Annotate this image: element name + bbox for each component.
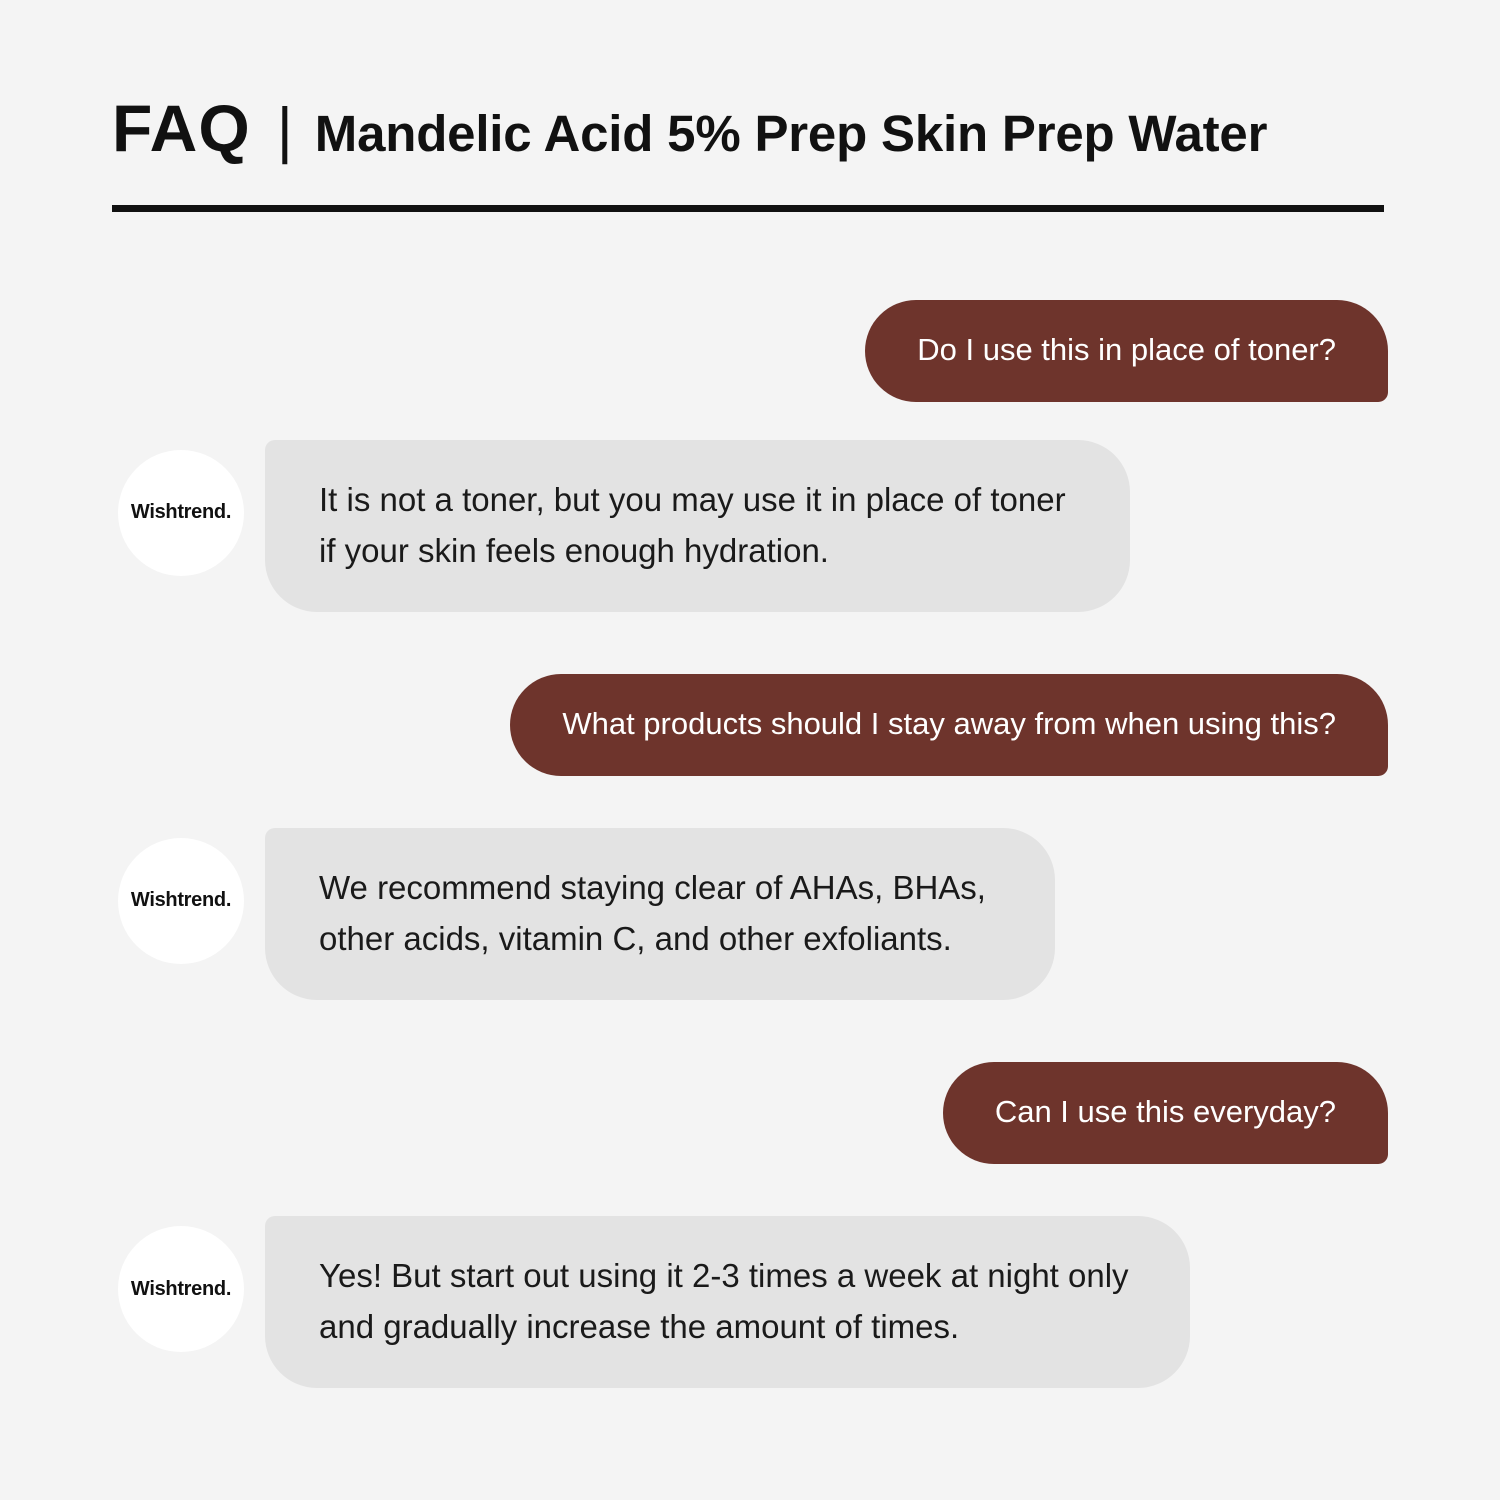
answer-row (0, 828, 1500, 1000)
question-bubble: Can I use this everyday? (943, 1062, 1388, 1164)
page-header (112, 91, 1390, 165)
question-row (0, 300, 1500, 402)
question-bubble: What products should I stay away from when using this? (510, 674, 1388, 776)
avatar-label: Wishtrend. (130, 1277, 232, 1300)
header-divider (112, 205, 1384, 212)
answer-bubble: We recommend staying clear of AHAs, BHAs, other acids, vitamin C, and other exfoliants. (265, 828, 1055, 1000)
faq-label: FAQ (112, 91, 251, 165)
header-separator: | (276, 96, 293, 165)
header-title-row (112, 91, 1390, 165)
avatar-label: Wishtrend. (130, 501, 232, 524)
avatar (118, 1226, 244, 1352)
avatar (118, 838, 244, 964)
answer-row (0, 1216, 1500, 1388)
avatar (118, 450, 244, 576)
answer-bubble: It is not a toner, but you may use it in place of toner if your skin feels enough hydration. (265, 440, 1130, 612)
page-title: Mandelic Acid 5% Prep Skin Prep Water (314, 105, 1268, 162)
answer-bubble: Yes! But start out using it 2-3 times a week at night only and gradually increase the amount of times. (265, 1216, 1190, 1388)
avatar-label: Wishtrend. (130, 889, 232, 912)
answer-row (0, 440, 1500, 612)
faq-conversation (0, 300, 1500, 1388)
question-row (0, 1062, 1500, 1164)
question-row (0, 674, 1500, 776)
question-bubble: Do I use this in place of toner? (865, 300, 1388, 402)
